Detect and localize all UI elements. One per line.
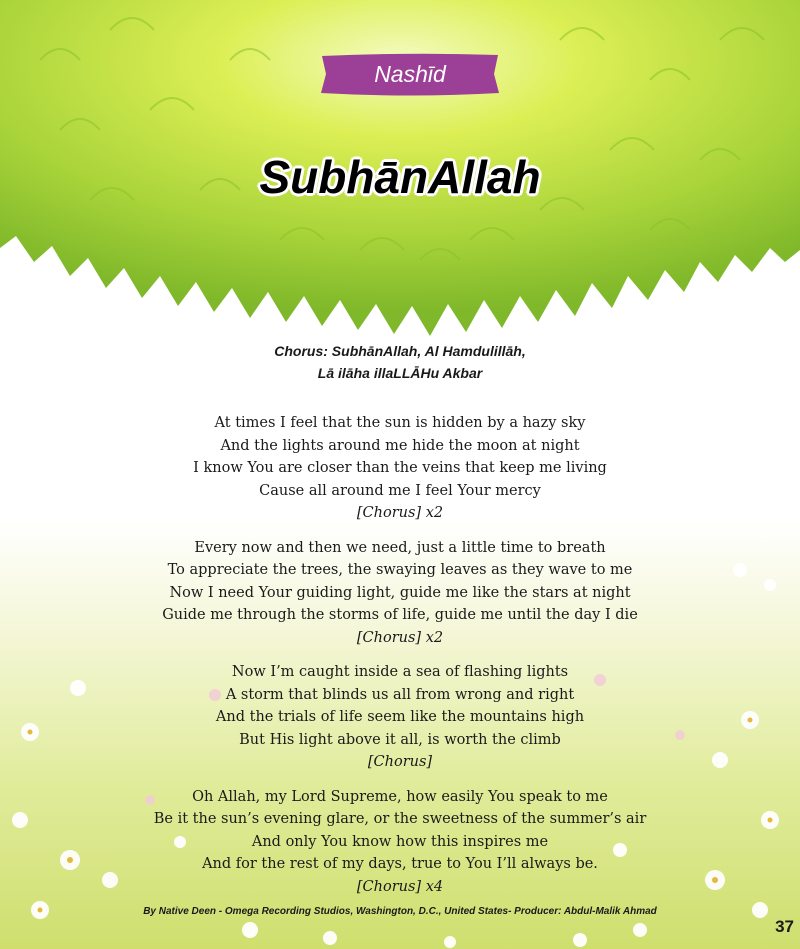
lyric-line: A storm that blinds us all from wrong and right xyxy=(225,686,575,703)
lyric-line: Guide me through the storms of life, guide me until the day I die xyxy=(162,607,638,623)
lyric-line: Now I’m caught inside a sea of flashing lights xyxy=(231,664,569,680)
stanza-1 xyxy=(0,412,800,525)
lyric-line: Every now and then we need, just a little time to breath xyxy=(194,539,606,556)
chorus-heading-line-2: Lā ilāha illaLLĀHu Akbar xyxy=(317,365,483,381)
lyrics xyxy=(0,412,800,910)
lyric-line: At times I feel that the sun is hidden by a hazy sky xyxy=(214,415,586,431)
lyric-line: And the trials of life seem like the mountains high xyxy=(215,709,585,725)
stanza-2 xyxy=(0,537,800,650)
lyric-line: Cause all around me I feel Your mercy xyxy=(259,482,541,499)
stanza-3 xyxy=(0,661,800,774)
lyric-line: Now I need Your guiding light, guide me like the stars at night xyxy=(169,584,631,601)
chorus-refrain: [Chorus] x2 xyxy=(356,505,444,521)
lyric-line: But His light above it all, is worth the climb xyxy=(239,731,561,748)
section-banner xyxy=(318,52,502,96)
banner-label: Nashīd xyxy=(374,61,446,87)
lyric-line: And the lights around me hide the moon at night xyxy=(220,437,580,454)
chorus-heading xyxy=(0,340,800,384)
chorus-refrain: [Chorus] xyxy=(367,754,433,770)
lyric-line: And for the rest of my days, true to You I’ll always be. xyxy=(202,856,598,872)
page-title: SubhānAllah xyxy=(259,151,541,203)
lyric-line: I know You are closer than the veins that keep me living xyxy=(193,460,607,476)
song-credit: By Native Deen - Omega Recording Studios, Washington, D.C., United States- Producer: Abdul-Malik Ahmad xyxy=(143,906,657,917)
page-number: 37 xyxy=(775,917,794,936)
lyric-line: To appreciate the trees, the swaying leaves as they wave to me xyxy=(167,562,633,578)
lyric-line: And only You know how this inspires me xyxy=(251,833,549,850)
lyric-line: Oh Allah, my Lord Supreme, how easily You speak to me xyxy=(192,788,608,805)
chorus-refrain: [Chorus] x4 xyxy=(356,878,444,895)
chorus-refrain: [Chorus] x2 xyxy=(356,629,444,646)
chorus-heading-line-1: Chorus: SubhānAllah, Al Hamdulillāh, xyxy=(274,343,526,359)
lyric-line: Be it the sun’s evening glare, or the sweetness of the summer’s air xyxy=(153,811,647,827)
stanza-4 xyxy=(0,786,800,899)
